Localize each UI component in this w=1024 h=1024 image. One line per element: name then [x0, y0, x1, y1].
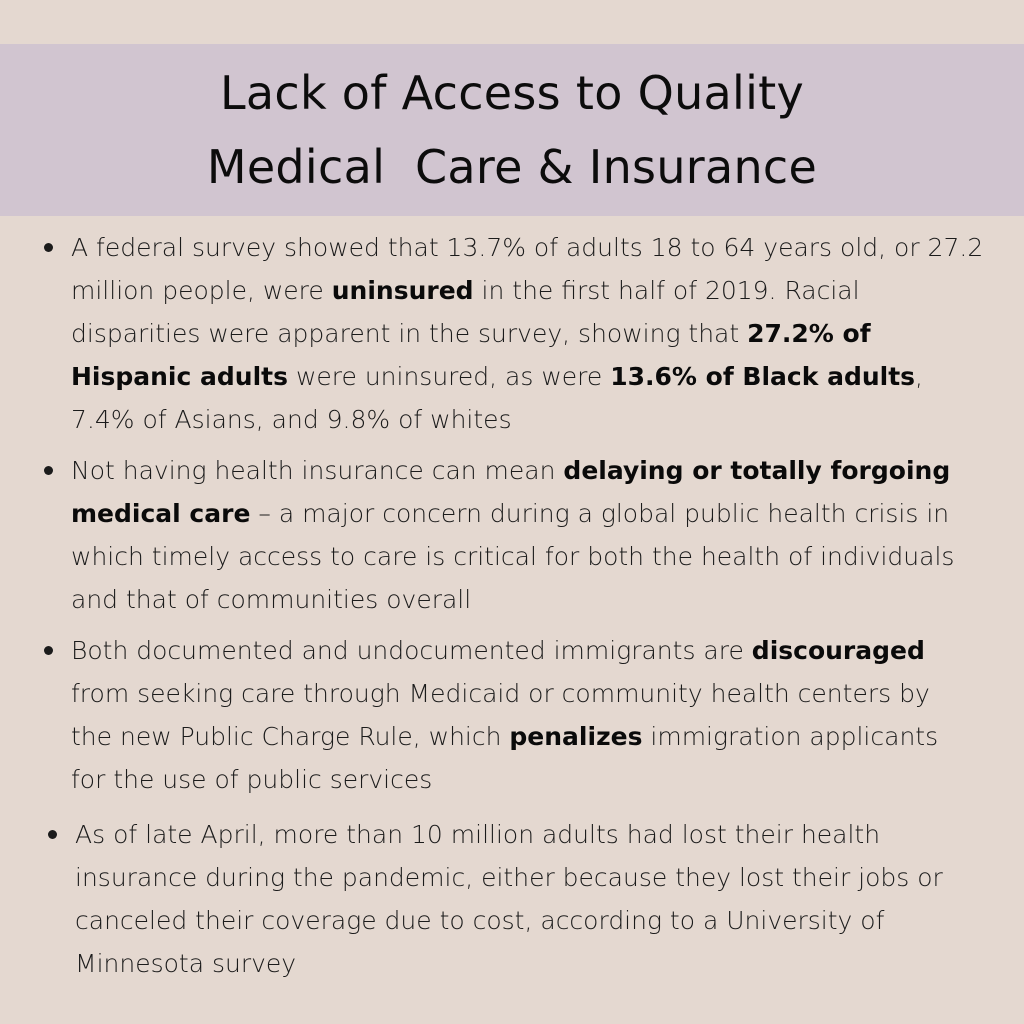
bullet-uninsured-survey: [71, 226, 991, 441]
bullet-lost-insurance: [75, 813, 955, 985]
bullet-text: Not having health insurance can mean delaying or totally forgoing medical care – a major concern during a global public health crisis in which timely access to care is critical for both the health of individuals and that of communities overall: [71, 456, 955, 614]
emphasis-hispanic: 27.2% of Hispanic adults: [71, 319, 871, 391]
bullet-public-charge: [71, 629, 971, 801]
emphasis-uninsured: uninsured: [331, 276, 474, 305]
bullet-dot-icon: [44, 466, 53, 475]
emphasis-penalizes: penalizes: [509, 722, 643, 751]
emphasis-black: 13.6% of Black adults: [610, 362, 916, 391]
emphasis-discouraged: discouraged: [751, 636, 925, 665]
bullet-text: Both documented and undocumented immigrants are discouraged from seeking care through Medicaid or community health centers by the new Public Charge Rule, which penalizes immigration applicants for the use of public services: [71, 636, 939, 794]
bullet-list: [0, 226, 1024, 985]
bullet-text: A federal survey showed that 13.7% of adults 18 to 64 years old, or 27.2 million people, were uninsured in the first half of 2019. Racial disparities were apparent in the survey, showing that 27.2% of Hispanic adults were uninsured, as were 13.6% of Black adults, 7.4% of Asians, and 9.8% of whites: [71, 233, 984, 434]
bullet-delaying-care: [71, 449, 971, 621]
bullet-dot-icon: [44, 243, 53, 252]
bullet-dot-icon: [48, 830, 57, 839]
title-line-1: Lack of Access to Quality: [219, 66, 805, 120]
emphasis-delaying: delaying or totally forgoing medical care: [71, 456, 951, 528]
title-line-2: Medical Care & Insurance: [206, 140, 818, 194]
bullet-dot-icon: [44, 646, 53, 655]
bullet-text: As of late April, more than 10 million adults had lost their health insurance during the pandemic, either because they lost their jobs or canceled their coverage due to cost, according to a University of Minnesota survey: [75, 820, 943, 978]
title-banner: [0, 44, 1024, 216]
